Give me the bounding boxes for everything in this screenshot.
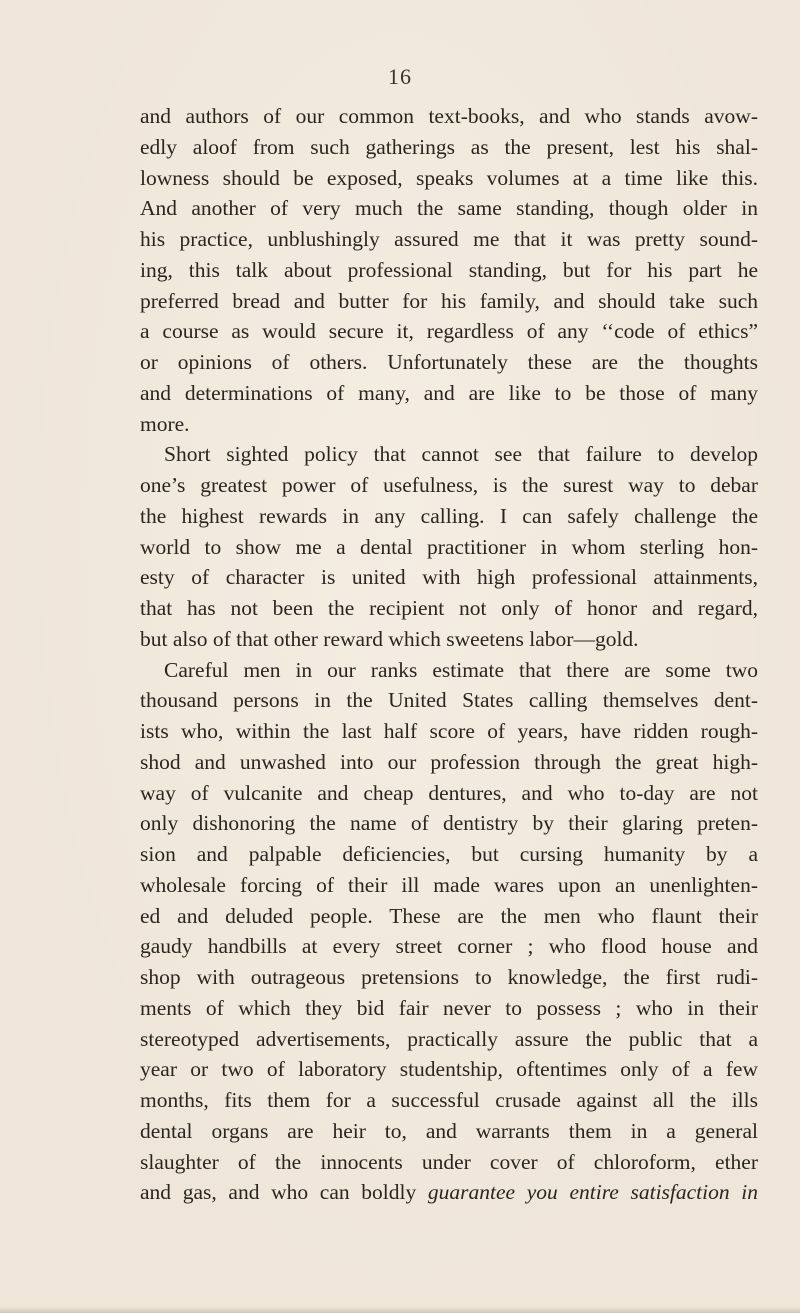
- text-line: a course as would secure it, regardless of any ‘‘code of ethics”: [140, 319, 758, 344]
- text-line: Short sighted policy that cannot see that failure to develop: [164, 442, 758, 467]
- text-line: thousand persons in the United States calling themselves dent-: [140, 688, 758, 713]
- text-line: way of vulcanite and cheap dentures, and who to-day are not: [140, 780, 758, 805]
- text-line: And another of very much the same standing, though older in: [140, 196, 758, 221]
- text-line: or opinions of others. Unfortunately these are the thoughts: [140, 350, 758, 374]
- text-line: more.: [140, 411, 190, 436]
- text-line: sion and palpable deficiencies, but cursing humanity by a: [140, 842, 758, 866]
- page-bottom-edge: [0, 1307, 800, 1313]
- text-line: his practice, unblushingly assured me that it was pretty sound-: [140, 227, 758, 251]
- text-line: ments of which they bid fair never to possess ; who in their: [140, 995, 758, 1020]
- text-line: ed and deluded people. These are the men who flaunt their: [140, 903, 758, 928]
- text-line: that has not been the recipient not only of honor and regard,: [140, 596, 758, 620]
- text-line: the highest rewards in any calling. I can safely challenge the: [140, 503, 758, 528]
- text-line: preferred bread and butter for his family, and should take such: [140, 288, 758, 313]
- text-line: esty of character is united with high professional attainments,: [140, 565, 758, 590]
- text-line: only dishonoring the name of dentistry by their glaring preten-: [140, 811, 758, 836]
- text-line: Careful men in our ranks estimate that there are some two: [164, 657, 758, 682]
- text-line: and authors of our common text-books, and who stands avow-: [140, 104, 758, 128]
- text-line: wholesale forcing of their ill made wares upon an unenlighten-: [140, 872, 758, 897]
- text-line: stereotyped advertisements, practically assure the public that a: [140, 1026, 758, 1051]
- text-line: months, fits them for a successful crusade against all the ills: [140, 1088, 758, 1112]
- text-line: year or two of laboratory studentship, oftentimes only of a few: [140, 1057, 758, 1082]
- text-line: edly aloof from such gatherings as the present, lest his shal-: [140, 134, 758, 159]
- text-line: dental organs are heir to, and warrants them in a general: [140, 1118, 758, 1143]
- text-line: shod and unwashed into our profession through the great high-: [140, 749, 758, 774]
- text-line: lowness should be exposed, speaks volumes at a time like this.: [140, 165, 758, 190]
- text-line: ists who, within the last half score of years, have ridden rough-: [140, 719, 758, 743]
- final-line-italic: guarantee you entire satisfaction in: [427, 1180, 758, 1205]
- body-text: [140, 101, 758, 1208]
- text-line: and determinations of many, and are like to be those of many: [140, 380, 758, 405]
- text-line: one’s greatest power of usefulness, is the surest way to debar: [140, 473, 758, 497]
- final-line-roman: and gas, and who can boldly: [140, 1180, 417, 1205]
- text-line: slaughter of the innocents under cover of chloroform, ether: [140, 1149, 758, 1174]
- text-line: ing, this talk about professional standing, but for his part he: [140, 257, 758, 282]
- text-line: shop with outrageous pretensions to knowledge, the first rudi-: [140, 965, 758, 989]
- page-number: 16: [388, 64, 412, 89]
- text-line: but also of that other reward which sweetens labor—gold.: [140, 626, 639, 651]
- text-line: gaudy handbills at every street corner ; who flood house and: [140, 934, 758, 959]
- text-line: world to show me a dental practitioner in whom sterling hon-: [140, 534, 758, 559]
- text-line-final: [140, 1177, 758, 1208]
